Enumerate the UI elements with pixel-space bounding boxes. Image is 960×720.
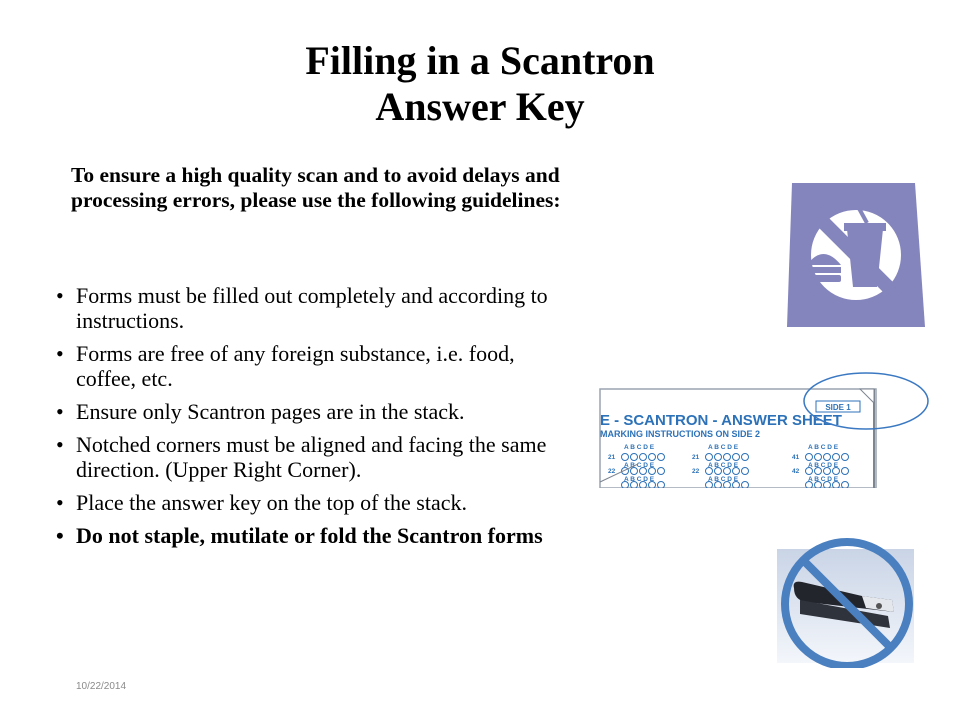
sheet-row-number: 21 bbox=[608, 454, 616, 461]
sheet-row-number: 22 bbox=[608, 468, 616, 475]
sheet-letters: A B C D E bbox=[808, 444, 839, 451]
sheet-row-number: 21 bbox=[692, 454, 700, 461]
guideline-item: • Forms are free of any foreign substance, i.e. food, coffee, etc. bbox=[56, 341, 556, 391]
sheet-letters: A B C D E bbox=[808, 462, 839, 469]
sheet-letters: A B C D E bbox=[708, 444, 739, 451]
sheet-letters: A B C D E bbox=[624, 462, 655, 469]
sheet-letters: A B C D E bbox=[808, 476, 839, 483]
scantron-sheet-picture bbox=[598, 372, 930, 488]
sheet-header: E - SCANTRON - ANSWER SHEET bbox=[600, 412, 842, 429]
sheet-subheader: MARKING INSTRUCTIONS ON SIDE 2 bbox=[600, 429, 761, 439]
guideline-item: • Forms must be filled out completely and according to instructions. bbox=[56, 283, 556, 333]
no-food-drink-picture bbox=[787, 183, 925, 327]
guideline-item: • Notched corners must be aligned and facing the same direction. (Upper Right Corner). bbox=[56, 432, 556, 482]
sheet-side-label: SIDE 1 bbox=[825, 403, 851, 412]
no-stapler-icon bbox=[766, 532, 928, 668]
sheet-row-number: 41 bbox=[792, 454, 800, 461]
guideline-item: • Ensure only Scantron pages are in the stack. bbox=[56, 399, 556, 424]
sheet-letters: A B C D E bbox=[624, 476, 655, 483]
intro-text: To ensure a high quality scan and to avoid delays and processing errors, please use the following guidelines: bbox=[71, 163, 561, 212]
slide-title-line-1: Filling in a Scantron bbox=[305, 38, 655, 83]
no-stapler-picture bbox=[766, 532, 928, 668]
slide-date: 10/22/2014 bbox=[76, 681, 127, 692]
sheet-letters: A B C D E bbox=[708, 476, 739, 483]
guideline-item-emphasis: • Do not staple, mutilate or fold the Scantron forms bbox=[56, 523, 556, 548]
guideline-list bbox=[56, 283, 556, 556]
sheet-row-number: 22 bbox=[692, 468, 700, 475]
slide-title bbox=[0, 38, 960, 130]
sheet-letters: A B C D E bbox=[708, 462, 739, 469]
no-food-drink-icon bbox=[787, 183, 925, 327]
sheet-letters: A B C D E bbox=[624, 444, 655, 451]
sheet-row-number: 42 bbox=[792, 468, 800, 475]
slide-title-line-2: Answer Key bbox=[375, 84, 585, 129]
guideline-item: • Place the answer key on the top of the stack. bbox=[56, 490, 556, 515]
